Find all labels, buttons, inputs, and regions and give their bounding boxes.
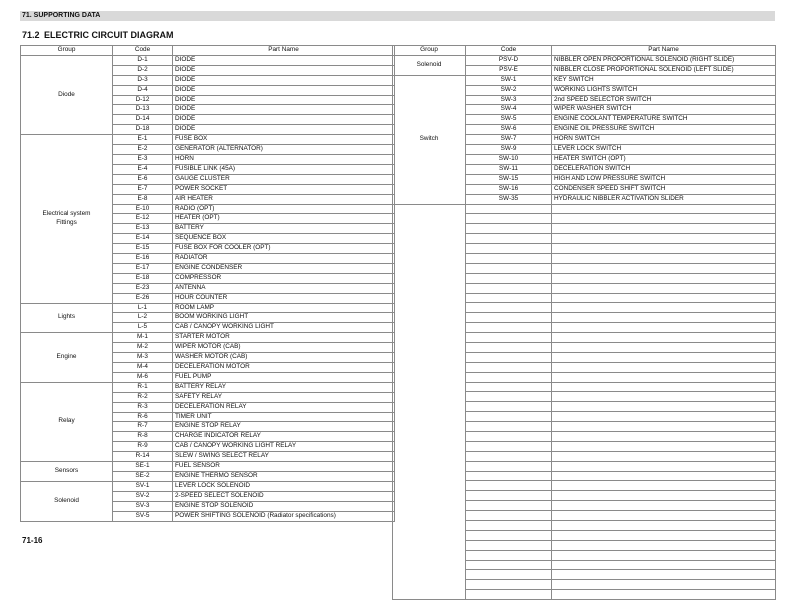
part-name-cell: DECELERATION MOTOR — [173, 363, 395, 373]
part-name-cell — [552, 461, 776, 471]
code-cell: E-23 — [113, 283, 173, 293]
code-cell — [466, 333, 552, 343]
part-name-cell — [552, 244, 776, 254]
part-name-cell: HOUR COUNTER — [173, 293, 395, 303]
code-cell: E-12 — [113, 214, 173, 224]
code-cell: E-16 — [113, 254, 173, 264]
group-cell — [393, 204, 466, 600]
part-name-cell: SAFETY RELAY — [173, 392, 395, 402]
part-name-cell: 2-SPEED SELECT SOLENOID — [173, 491, 395, 501]
code-cell: PSV-D — [466, 55, 552, 65]
part-name-cell — [552, 540, 776, 550]
part-name-cell — [552, 491, 776, 501]
part-name-cell: HEATER SWITCH (OPT) — [552, 154, 776, 164]
code-cell — [466, 471, 552, 481]
code-cell: R-8 — [113, 432, 173, 442]
section-header-band — [20, 11, 775, 21]
code-cell: E-3 — [113, 154, 173, 164]
code-cell — [466, 540, 552, 550]
part-name-cell: SEQUENCE BOX — [173, 234, 395, 244]
code-cell: E-14 — [113, 234, 173, 244]
part-name-cell: ENGINE STOP SOLENOID — [173, 501, 395, 511]
group-cell: Diode — [21, 55, 113, 134]
part-name-cell — [552, 263, 776, 273]
code-cell: D-12 — [113, 95, 173, 105]
code-cell: D-18 — [113, 125, 173, 135]
code-cell — [466, 521, 552, 531]
code-cell: SW-35 — [466, 194, 552, 204]
part-name-column-header: Part Name — [552, 46, 776, 56]
part-name-cell: GAUGE CLUSTER — [173, 174, 395, 184]
code-cell: E-6 — [113, 174, 173, 184]
part-name-cell — [552, 402, 776, 412]
code-cell: SW-16 — [466, 184, 552, 194]
part-name-cell — [552, 283, 776, 293]
code-cell — [466, 511, 552, 521]
part-name-cell: BATTERY — [173, 224, 395, 234]
code-cell — [466, 481, 552, 491]
group-cell: Solenoid — [21, 481, 113, 521]
part-name-cell: WORKING LIGHTS SWITCH — [552, 85, 776, 95]
part-name-cell — [552, 273, 776, 283]
part-name-cell — [552, 550, 776, 560]
code-cell: SV-1 — [113, 481, 173, 491]
part-name-cell: FUEL SENSOR — [173, 462, 395, 472]
code-cell — [466, 293, 552, 303]
code-cell: M-4 — [113, 363, 173, 373]
part-name-cell: DIODE — [173, 55, 395, 65]
part-name-cell — [552, 412, 776, 422]
code-cell: D-14 — [113, 115, 173, 125]
part-name-cell: DIODE — [173, 75, 395, 85]
code-cell — [466, 253, 552, 263]
part-name-cell: CONDENSER SPEED SHIFT SWITCH — [552, 184, 776, 194]
code-cell: SW-9 — [466, 145, 552, 155]
right-parts-table — [392, 45, 776, 600]
part-name-cell — [552, 481, 776, 491]
code-cell: M-2 — [113, 343, 173, 353]
code-cell: E-13 — [113, 224, 173, 234]
code-cell: SW-1 — [466, 75, 552, 85]
part-name-cell: POWER SOCKET — [173, 184, 395, 194]
code-cell — [466, 382, 552, 392]
group-cell: Sensors — [21, 462, 113, 482]
code-cell — [466, 234, 552, 244]
code-cell: SV-3 — [113, 501, 173, 511]
code-cell — [466, 372, 552, 382]
code-cell — [466, 362, 552, 372]
table-row — [393, 75, 776, 85]
code-cell: R-14 — [113, 452, 173, 462]
code-cell — [466, 392, 552, 402]
code-cell — [466, 580, 552, 590]
section-label: 71. SUPPORTING DATA — [22, 12, 101, 19]
part-name-cell: FUSIBLE LINK (45A) — [173, 164, 395, 174]
code-cell: SV-5 — [113, 511, 173, 521]
code-cell: SV-2 — [113, 491, 173, 501]
part-name-cell — [552, 521, 776, 531]
part-name-cell — [552, 590, 776, 600]
part-name-cell — [552, 501, 776, 511]
part-name-cell: FUSE BOX — [173, 135, 395, 145]
code-cell: D-1 — [113, 55, 173, 65]
code-column-header: Code — [113, 46, 173, 56]
part-name-cell: FUSE BOX FOR COOLER (OPT) — [173, 244, 395, 254]
part-name-cell — [552, 570, 776, 580]
code-cell — [466, 214, 552, 224]
code-cell: E-4 — [113, 164, 173, 174]
code-cell: R-7 — [113, 422, 173, 432]
part-name-cell — [552, 580, 776, 590]
part-name-cell: DECELERATION SWITCH — [552, 164, 776, 174]
group-cell: Solenoid — [393, 55, 466, 75]
part-name-cell: HIGH AND LOW PRESSURE SWITCH — [552, 174, 776, 184]
part-name-cell: ANTENNA — [173, 283, 395, 293]
part-name-cell: ENGINE COOLANT TEMPERATURE SWITCH — [552, 115, 776, 125]
part-name-cell: ENGINE THERMO SENSOR — [173, 471, 395, 481]
code-cell: SW-5 — [466, 115, 552, 125]
part-name-cell: DIODE — [173, 115, 395, 125]
part-name-column-header: Part Name — [173, 46, 395, 56]
part-name-cell: 2nd SPEED SELECTOR SWITCH — [552, 95, 776, 105]
part-name-cell — [552, 362, 776, 372]
part-name-cell — [552, 214, 776, 224]
code-cell: R-6 — [113, 412, 173, 422]
code-cell: M-3 — [113, 353, 173, 363]
part-name-cell — [552, 392, 776, 402]
code-cell: L-2 — [113, 313, 173, 323]
code-cell — [466, 313, 552, 323]
code-cell — [466, 550, 552, 560]
part-name-cell — [552, 204, 776, 214]
part-name-cell: SLEW / SWING SELECT RELAY — [173, 452, 395, 462]
part-name-cell: RADIO (OPT) — [173, 204, 395, 214]
part-name-cell: TIMER UNIT — [173, 412, 395, 422]
code-cell — [466, 224, 552, 234]
part-name-cell — [552, 293, 776, 303]
part-name-cell: DIODE — [173, 125, 395, 135]
code-column-header: Code — [466, 46, 552, 56]
part-name-cell: CHARGE INDICATOR RELAY — [173, 432, 395, 442]
page-title — [22, 30, 174, 41]
part-name-cell: ROOM LAMP — [173, 303, 395, 313]
part-name-cell: ENGINE OIL PRESSURE SWITCH — [552, 125, 776, 135]
part-name-cell: DIODE — [173, 85, 395, 95]
part-name-cell: ENGINE STOP RELAY — [173, 422, 395, 432]
part-name-cell: CAB / CANOPY WORKING LIGHT — [173, 323, 395, 333]
part-name-cell: POWER SHIFTING SOLENOID (Radiator specifications) — [173, 511, 395, 521]
code-cell: SE-2 — [113, 471, 173, 481]
part-name-cell: KEY SWITCH — [552, 75, 776, 85]
part-name-cell: WASHER MOTOR (CAB) — [173, 353, 395, 363]
code-cell: SW-11 — [466, 164, 552, 174]
part-name-cell: BATTERY RELAY — [173, 382, 395, 392]
part-name-cell: HORN SWITCH — [552, 135, 776, 145]
code-cell: E-2 — [113, 145, 173, 155]
part-name-cell: BOOM WORKING LIGHT — [173, 313, 395, 323]
code-cell — [466, 303, 552, 313]
table-row — [21, 382, 395, 392]
code-cell: D-2 — [113, 65, 173, 75]
code-cell: E-15 — [113, 244, 173, 254]
part-name-cell: COMPRESSOR — [173, 273, 395, 283]
part-name-cell: FUEL PUMP — [173, 372, 395, 382]
code-cell: SW-2 — [466, 85, 552, 95]
code-cell — [466, 323, 552, 333]
part-name-cell: LEVER LOCK SWITCH — [552, 145, 776, 155]
code-cell — [466, 560, 552, 570]
code-cell: E-10 — [113, 204, 173, 214]
code-cell — [466, 590, 552, 600]
part-name-cell: AIR HEATER — [173, 194, 395, 204]
part-name-cell — [552, 441, 776, 451]
code-cell: L-1 — [113, 303, 173, 313]
part-name-cell: STARTER MOTOR — [173, 333, 395, 343]
code-cell — [466, 451, 552, 461]
group-column-header: Group — [21, 46, 113, 56]
part-name-cell: HEATER (OPT) — [173, 214, 395, 224]
code-cell: D-3 — [113, 75, 173, 85]
code-cell — [466, 402, 552, 412]
code-cell: SW-15 — [466, 174, 552, 184]
part-name-cell: WIPER MOTOR (CAB) — [173, 343, 395, 353]
part-name-cell — [552, 431, 776, 441]
title-number: 71.2 — [22, 30, 40, 40]
part-name-cell: RADIATOR — [173, 254, 395, 264]
part-name-cell — [552, 323, 776, 333]
code-cell — [466, 441, 552, 451]
part-name-cell: LEVER LOCK SOLENOID — [173, 481, 395, 491]
code-cell — [466, 263, 552, 273]
part-name-cell: NIBBLER OPEN PROPORTIONAL SOLENOID (RIGHT SLIDE) — [552, 55, 776, 65]
part-name-cell: DIODE — [173, 65, 395, 75]
group-cell: Electrical system Fittings — [21, 135, 113, 303]
part-name-cell — [552, 511, 776, 521]
code-cell: D-4 — [113, 85, 173, 95]
left-parts-table — [20, 45, 395, 522]
table-row — [21, 55, 395, 65]
part-name-cell: WIPER WASHER SWITCH — [552, 105, 776, 115]
code-cell — [466, 570, 552, 580]
group-column-header: Group — [393, 46, 466, 56]
code-cell: M-1 — [113, 333, 173, 343]
code-cell — [466, 431, 552, 441]
part-name-cell — [552, 372, 776, 382]
code-cell — [466, 204, 552, 214]
code-cell: SW-7 — [466, 135, 552, 145]
table-row — [21, 481, 395, 491]
code-cell — [466, 273, 552, 283]
code-cell: R-1 — [113, 382, 173, 392]
part-name-cell — [552, 224, 776, 234]
code-cell: R-2 — [113, 392, 173, 402]
part-name-cell — [552, 422, 776, 432]
code-cell: L-5 — [113, 323, 173, 333]
part-name-cell — [552, 253, 776, 263]
part-name-cell: CAB / CANOPY WORKING LIGHT RELAY — [173, 442, 395, 452]
code-cell: E-18 — [113, 273, 173, 283]
code-cell — [466, 491, 552, 501]
code-cell — [466, 530, 552, 540]
code-cell: E-8 — [113, 194, 173, 204]
table-row — [21, 462, 395, 472]
code-cell: E-7 — [113, 184, 173, 194]
code-cell: E-17 — [113, 263, 173, 273]
part-name-cell — [552, 333, 776, 343]
code-cell — [466, 501, 552, 511]
group-cell: Lights — [21, 303, 113, 333]
code-cell: PSV-E — [466, 65, 552, 75]
group-cell: Relay — [21, 382, 113, 461]
part-name-cell — [552, 451, 776, 461]
part-name-cell: DIODE — [173, 105, 395, 115]
part-name-cell — [552, 313, 776, 323]
code-cell: E-1 — [113, 135, 173, 145]
part-name-cell — [552, 303, 776, 313]
code-cell — [466, 461, 552, 471]
table-header-row — [21, 46, 395, 56]
code-cell: D-13 — [113, 105, 173, 115]
code-cell — [466, 422, 552, 432]
part-name-cell — [552, 342, 776, 352]
table-header-row — [393, 46, 776, 56]
part-name-cell: HORN — [173, 154, 395, 164]
part-name-cell: ENGINE CONDENSER — [173, 263, 395, 273]
title-text: ELECTRIC CIRCUIT DIAGRAM — [44, 30, 174, 40]
code-cell — [466, 352, 552, 362]
code-cell — [466, 412, 552, 422]
table-row — [21, 135, 395, 145]
part-name-cell: NIBBLER CLOSE PROPORTIONAL SOLENOID (LEFT SLIDE) — [552, 65, 776, 75]
table-row — [21, 303, 395, 313]
part-name-cell: HYDRAULIC NIBBLER ACTIVATION SLIDER — [552, 194, 776, 204]
part-name-cell — [552, 471, 776, 481]
part-name-cell — [552, 530, 776, 540]
part-name-cell — [552, 560, 776, 570]
page-number: 71-16 — [22, 536, 43, 545]
code-cell: M-6 — [113, 372, 173, 382]
table-row — [393, 204, 776, 214]
group-cell: Switch — [393, 75, 466, 204]
code-cell: SE-1 — [113, 462, 173, 472]
code-cell: E-26 — [113, 293, 173, 303]
part-name-cell: DECELERATION RELAY — [173, 402, 395, 412]
part-name-cell — [552, 234, 776, 244]
code-cell: SW-4 — [466, 105, 552, 115]
code-cell — [466, 342, 552, 352]
part-name-cell — [552, 382, 776, 392]
code-cell: SW-3 — [466, 95, 552, 105]
table-row — [21, 333, 395, 343]
code-cell: R-9 — [113, 442, 173, 452]
group-cell: Engine — [21, 333, 113, 383]
code-cell — [466, 283, 552, 293]
part-name-cell: GENERATOR (ALTERNATOR) — [173, 145, 395, 155]
part-name-cell: DIODE — [173, 95, 395, 105]
code-cell: R-3 — [113, 402, 173, 412]
part-name-cell — [552, 352, 776, 362]
table-row — [393, 55, 776, 65]
code-cell: SW-6 — [466, 125, 552, 135]
code-cell — [466, 244, 552, 254]
code-cell: SW-10 — [466, 154, 552, 164]
